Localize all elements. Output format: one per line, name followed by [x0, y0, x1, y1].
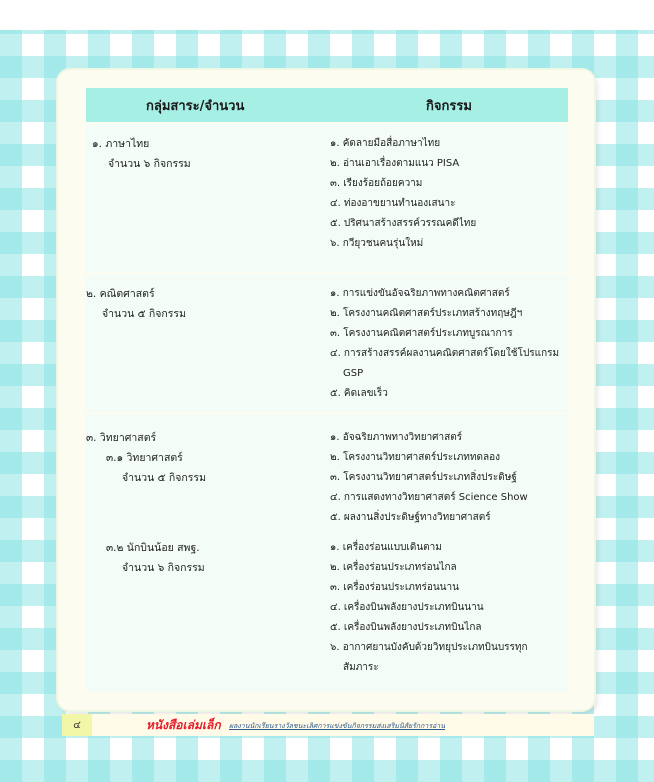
activity-item: ๓. เรียงร้อยถ้อยความ [330, 178, 423, 189]
subgroup-count: จำนวน ๖ กิจกรรม [122, 562, 205, 574]
activity-item: ๓. โครงงานคณิตศาสตร์ประเภทบูรณาการ [330, 328, 513, 339]
activity-item: ๕. ผลงานสิ่งประดิษฐ์ทางวิทยาศาสตร์ [330, 512, 491, 523]
activity-item: ๕. คิดเลขเร็ว [330, 388, 388, 399]
activity-item: ๔. การสร้างสรรค์ผลงานคณิตศาสตร์โดยใช้โปรแกรม [330, 348, 560, 359]
activity-item: ๑. คัดลายมือสื่อภาษาไทย [330, 138, 441, 149]
section-science [86, 414, 568, 692]
activity-item: ๕. เครื่องบินพลังยางประเภทบินไกล [330, 622, 482, 633]
activity-item: ๖. อากาศยานบังคับด้วยวิทยุประเภทบินบรรทุก [330, 642, 528, 653]
activity-item: ๑. เครื่องร่อนแบบเดินตาม [330, 542, 442, 553]
activity-list [330, 284, 562, 404]
activity-list [330, 538, 562, 678]
activity-item: ๔. การแสดงทางวิทยาศาสตร์ Science Show [330, 492, 528, 503]
activity-list [330, 134, 562, 254]
subgroup-name: ๓.๑ วิทยาศาสตร์ [106, 452, 183, 464]
activity-item: ๔. ท่องอาขยานทำนองเสนาะ [330, 198, 456, 209]
activity-item: ๕. ปริศนาสร้างสรรค์วรรณคดีไทย [330, 218, 477, 229]
activity-column-header: กิจกรรม [426, 98, 472, 114]
activity-item: ๓. เครื่องร่อนประเภทร่อนนาน [330, 582, 459, 593]
activity-list [330, 428, 562, 528]
section-thai [86, 124, 568, 272]
activity-item: ๑. อัจฉริยภาพทางวิทยาศาสตร์ [330, 432, 463, 443]
page-number: ๔ [62, 714, 92, 736]
group-count: จำนวน ๕ กิจกรรม [102, 308, 186, 320]
page-top-margin [0, 0, 654, 30]
activity-item: ๒. เครื่องร่อนประเภทร่อนไกล [330, 562, 457, 573]
group-name: ๓. วิทยาศาสตร์ [86, 432, 157, 444]
activity-item: ๒. โครงงานคณิตศาสตร์ประเภทสร้างทฤษฎีฯ [330, 308, 523, 319]
table-header [86, 88, 568, 122]
activity-item [330, 658, 562, 678]
group-name: ๑. ภาษาไทย [92, 138, 150, 150]
subgroup-name: ๓.๒ นักบินน้อย สพฐ. [106, 542, 200, 554]
activity-item: ๒. โครงงานวิทยาศาสตร์ประเภททดลอง [330, 452, 501, 463]
activity-item: ๖. กวียุวชนคนรุ่นใหม่ [330, 238, 424, 249]
activity-continuation: สัมภาระ [343, 662, 379, 673]
activity-item: ๒. อ่านเอาเรื่องตามแนว PISA [330, 158, 460, 169]
activity-continuation: GSP [343, 368, 364, 379]
section-math [86, 274, 568, 412]
group-count: จำนวน ๖ กิจกรรม [108, 158, 191, 170]
activity-item: ๓. โครงงานวิทยาศาสตร์ประเภทสิ่งประดิษฐ์ [330, 472, 517, 483]
footer-brand: หนังสือเล่มเล็ก [146, 718, 221, 732]
activity-item [330, 364, 562, 384]
activity-item: ๔. เครื่องบินพลังยางประเภทบินนาน [330, 602, 484, 613]
activity-item: ๑. การแข่งขันอัจฉริยภาพทางคณิตศาสตร์ [330, 288, 510, 299]
group-column-header: กลุ่มสาระ/จำนวน [146, 98, 245, 114]
footer-tagline: ผลงานนักเรียนรางวัลชนะเลิศการแข่งขันกิจกรรมส่งเสริมนิสัยรักการอ่าน [229, 722, 445, 730]
subgroup-count: จำนวน ๕ กิจกรรม [122, 472, 206, 484]
group-name: ๒. คณิตศาสตร์ [86, 288, 155, 300]
